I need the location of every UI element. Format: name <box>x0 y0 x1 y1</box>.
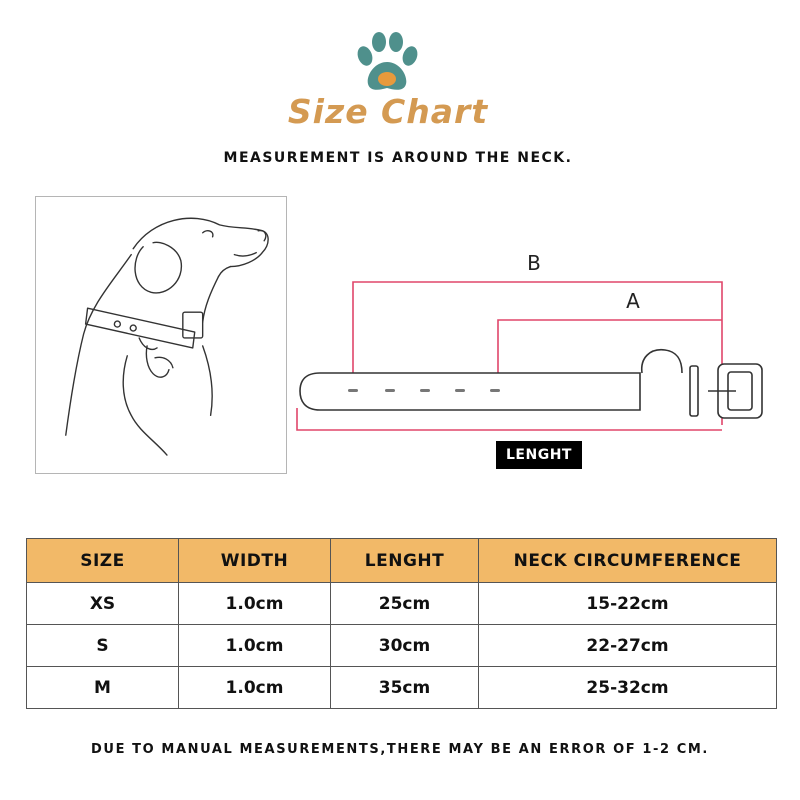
cell-length: 30cm <box>331 625 479 667</box>
column-header-length: LENGHT <box>331 539 479 583</box>
page-title: Size Chart <box>287 92 489 131</box>
length-label-tag: LENGHT <box>496 441 582 469</box>
label-a: A <box>626 289 640 313</box>
cell-neck: 22-27cm <box>479 625 777 667</box>
measure-line-length <box>297 408 722 430</box>
measurement-note: MEASUREMENT IS AROUND THE NECK. <box>223 150 573 166</box>
table-row <box>27 583 777 625</box>
cell-length: 25cm <box>331 583 479 625</box>
table-row <box>27 625 777 667</box>
cell-size: XS <box>27 583 179 625</box>
column-header-neck-circumference: NECK CIRCUMFERENCE <box>479 539 777 583</box>
dog-illustration <box>35 196 287 474</box>
table-row <box>27 667 777 709</box>
cell-size: S <box>27 625 179 667</box>
paw-icon <box>352 32 422 94</box>
column-header-size: SIZE <box>27 539 179 583</box>
cell-length: 35cm <box>331 667 479 709</box>
label-b: B <box>527 251 541 275</box>
cell-width: 1.0cm <box>179 625 331 667</box>
cell-neck: 15-22cm <box>479 583 777 625</box>
cell-width: 1.0cm <box>179 667 331 709</box>
size-table <box>26 538 777 709</box>
table-header-row <box>27 539 777 583</box>
column-header-width: WIDTH <box>179 539 331 583</box>
cell-neck: 25-32cm <box>479 667 777 709</box>
error-disclaimer: DUE TO MANUAL MEASUREMENTS,THERE MAY BE AN ERROR OF 1-2 CM. <box>91 742 709 757</box>
collar-strap <box>300 350 762 418</box>
cell-size: M <box>27 667 179 709</box>
cell-width: 1.0cm <box>179 583 331 625</box>
